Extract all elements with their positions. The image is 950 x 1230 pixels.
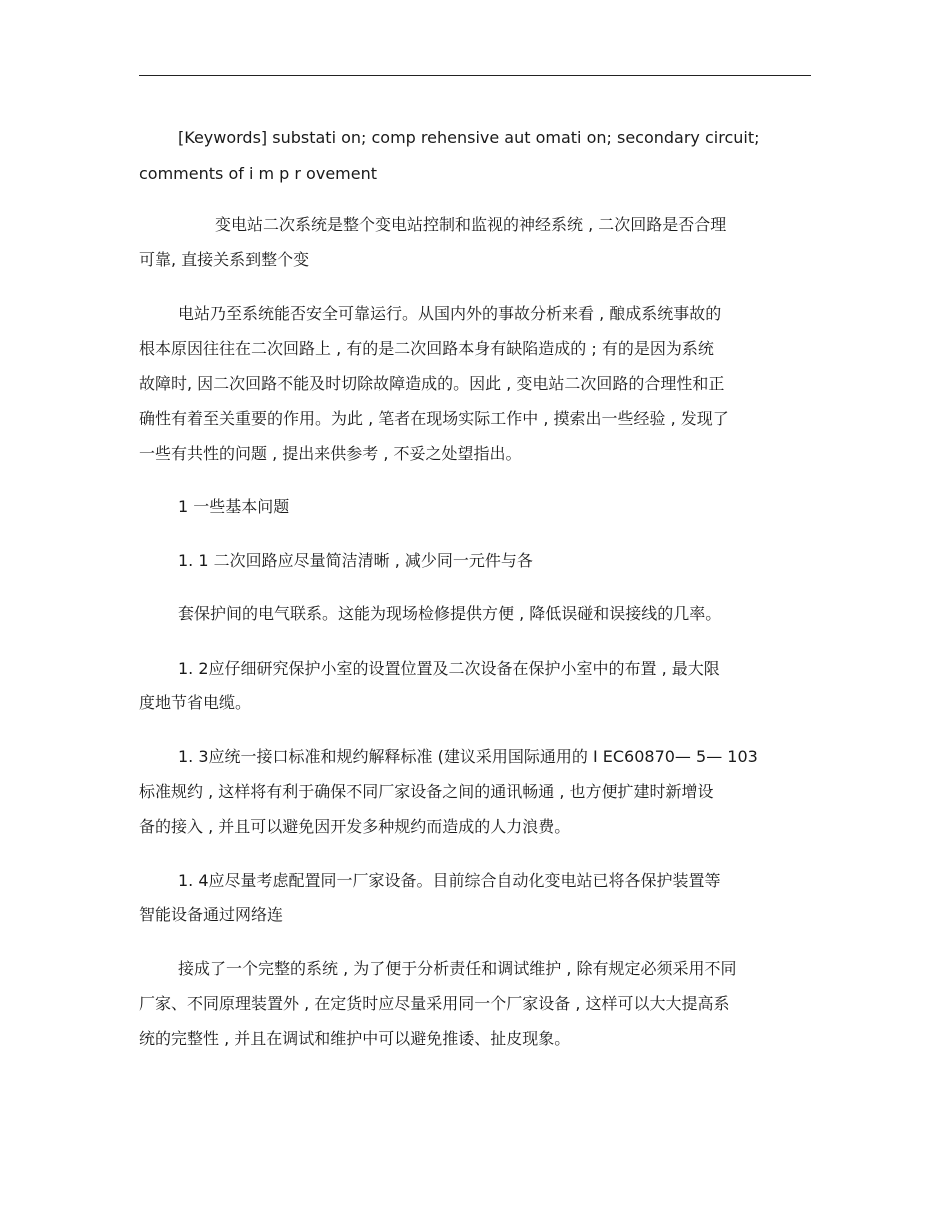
item-1-2-line-1: 1. 2应仔细研究保护小室的设置位置及二次设备在保护小室中的布置 , 最大限 — [178, 659, 720, 678]
keywords-line-1: [Keywords] substati on; comp rehensive aut omati on; secondary circuit; — [178, 128, 760, 147]
para1-line-2: 根本原因往往在二次回路上 , 有的是二次回路本身有缺陷造成的 ; 有的是因为系统 — [139, 339, 714, 358]
section-1-heading: 1 一些基本问题 — [178, 497, 290, 516]
para1-line-1: 电站乃至系统能否安全可靠运行。从国内外的事故分析来看 , 酿成系统事故的 — [178, 304, 722, 323]
para2-line-2: 厂家、不同原理装置外 , 在定货时应尽量采用同一个厂家设备 , 这样可以大大提高系 — [139, 994, 730, 1013]
para2-line-1: 接成了一个完整的系统 , 为了便于分析责任和调试维护 , 除有规定必须采用不同 — [178, 959, 737, 978]
para1-line-5: 一些有共性的问题 , 提出来供参考 , 不妥之处望指出。 — [139, 444, 522, 463]
item-1-3-line-3: 备的接入 , 并且可以避免因开发多种规约而造成的人力浪费。 — [139, 817, 571, 836]
para1-line-3: 故障时, 因二次回路不能及时切除故障造成的。因此 , 变电站二次回路的合理性和正 — [139, 374, 725, 393]
para2-line-3: 统的完整性 , 并且在调试和维护中可以避免推诿、扯皮现象。 — [139, 1029, 571, 1048]
item-1-4-line-2: 智能设备通过网络连 — [139, 905, 284, 924]
item-1-1-line-1: 1. 1 二次回路应尽量简洁清晰 , 减少同一元件与各 — [178, 551, 533, 570]
header-rule — [139, 75, 811, 76]
item-1-3-line-1: 1. 3应统一接口标准和规约解释标准 (建议采用国际通用的 I EC60870— 5— 103 — [178, 747, 758, 766]
para1-line-4: 确性有着至关重要的作用。为此 , 笔者在现场实际工作中 , 摸索出一些经验 , 发现了 — [139, 409, 729, 428]
intro-line-2: 可靠, 直接关系到整个变 — [139, 250, 310, 269]
intro-line-1: 变电站二次系统是整个变电站控制和监视的神经系统 , 二次回路是否合理 — [215, 215, 727, 234]
item-1-1-line-2: 套保护间的电气联系。这能为现场检修提供方便 , 降低误碰和误接线的几率。 — [178, 604, 722, 623]
keywords-line-2: comments of i m p r ovement — [139, 164, 377, 183]
item-1-4-line-1: 1. 4应尽量考虑配置同一厂家设备。目前综合自动化变电站已将各保护装置等 — [178, 871, 721, 890]
item-1-3-line-2: 标准规约 , 这样将有利于确保不同厂家设备之间的通讯畅通 , 也方便扩建时新增设 — [139, 782, 714, 801]
item-1-2-line-2: 度地节省电缆。 — [139, 693, 252, 712]
